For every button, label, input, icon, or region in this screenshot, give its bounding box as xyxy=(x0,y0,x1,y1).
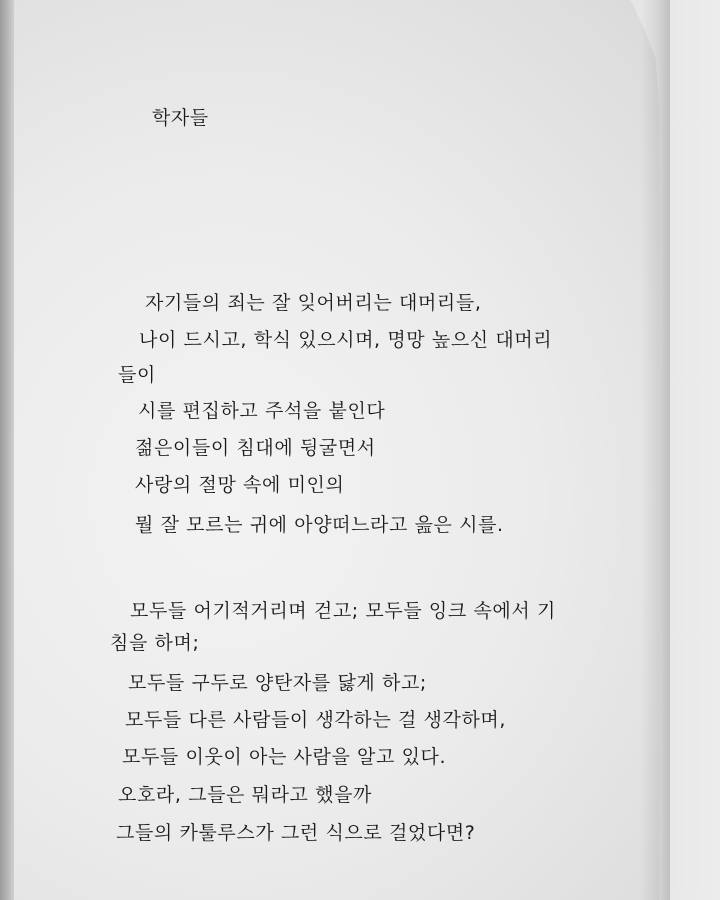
poem-line: 침을 하며; xyxy=(110,632,200,654)
poem-line: 들이 xyxy=(118,364,156,386)
poem-line: 모두들 구두로 양탄자를 닳게 하고; xyxy=(128,672,427,694)
poem-line: 모두들 어기적거리며 걷고; 모두들 잉크 속에서 기 xyxy=(130,600,556,622)
poem-line: 시를 편집하고 주석을 붙인다 xyxy=(138,400,386,422)
poem-title: 학자들 xyxy=(152,107,209,129)
poem-line: 모두들 다른 사람들이 생각하는 걸 생각하며, xyxy=(125,709,507,731)
poem-line: 모두들 이웃이 아는 사람을 알고 있다. xyxy=(122,746,447,768)
poem-line: 사랑의 절망 속에 미인의 xyxy=(135,474,345,496)
poem-line: 오호라, 그들은 뭐라고 했을까 xyxy=(118,784,373,806)
poem-line: 자기들의 죄는 잘 잊어버리는 대머리들, xyxy=(145,292,482,314)
poem-line: 나이 드시고, 학식 있으시며, 명망 높으신 대머리 xyxy=(139,329,553,351)
poem-line: 젊은이들이 침대에 뒹굴면서 xyxy=(135,437,376,459)
poem-line: 뭘 잘 모르는 귀에 아양떠느라고 읊은 시를. xyxy=(135,514,504,536)
poem-line: 그들의 카툴루스가 그런 식으로 걸었다면? xyxy=(116,822,476,844)
